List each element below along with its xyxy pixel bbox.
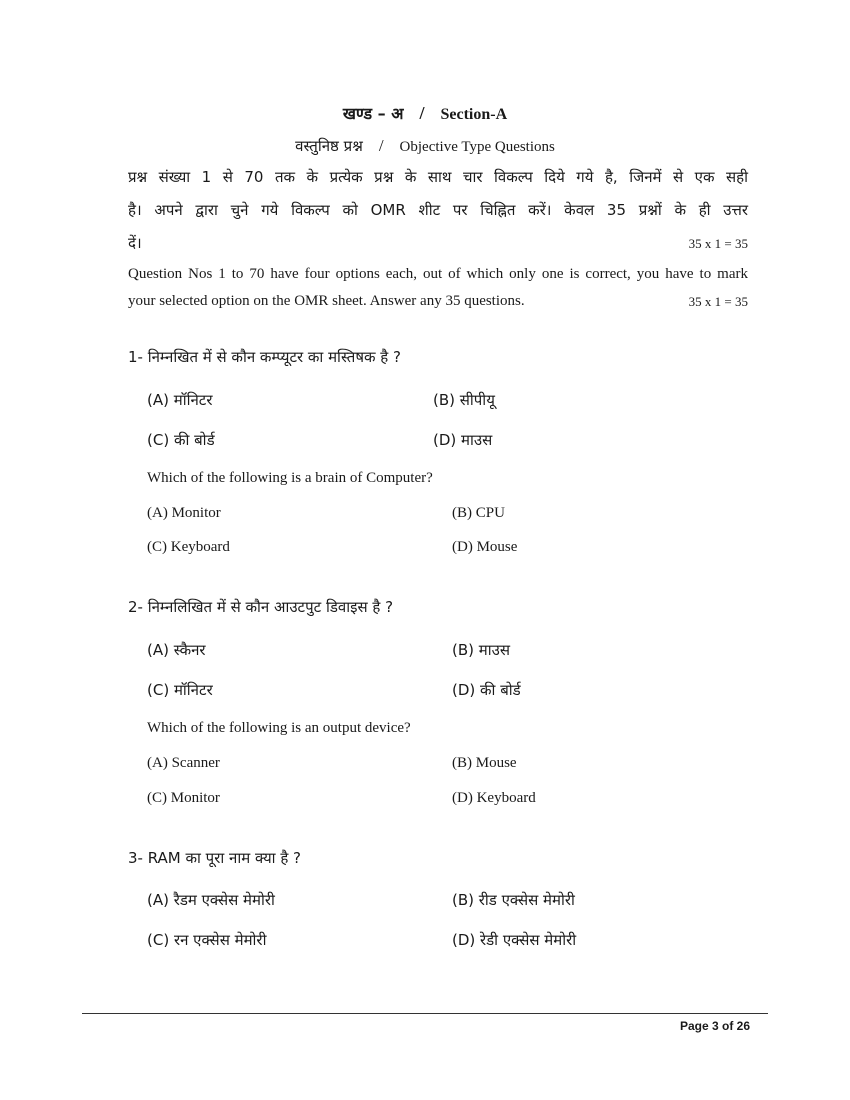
q3-hindi-option-b: (B) रीड एक्सेस मेमोरी: [452, 891, 575, 909]
q1-english-option-d: (D) Mouse: [452, 539, 518, 555]
section-heading-hindi: खण्ड – अ: [342, 104, 404, 123]
q3-hindi-option-c: (C) रन एक्सेस मेमोरी: [147, 931, 267, 949]
page-number: Page 3 of 26: [679, 1019, 750, 1033]
instructions-english-line-1: Question Nos 1 to 70 have four options each, out of which only one is correct, you have to mark: [128, 266, 748, 282]
q2-english-option-b: (B) Mouse: [452, 755, 517, 771]
subheading-english: Objective Type Questions: [399, 139, 555, 155]
q1-hindi-option-c: (C) की बोर्ड: [147, 431, 215, 449]
question-1-english: Which of the following is a brain of Computer?: [147, 470, 433, 486]
section-subheading: [0, 136, 850, 156]
q2-hindi-option-c: (C) मॉनिटर: [147, 681, 213, 699]
q1-english-option-c: (C) Keyboard: [147, 539, 230, 555]
q2-hindi-option-b: (B) माउस: [452, 641, 510, 659]
q3-hindi-option-a: (A) रैडम एक्सेस मेमोरी: [147, 891, 275, 909]
instructions-hindi-line-3: दें।: [128, 234, 142, 252]
q2-hindi-option-a: (A) स्कैनर: [147, 641, 206, 659]
q1-hindi-option-a: (A) मॉनिटर: [147, 391, 213, 409]
q1-hindi-option-d: (D) माउस: [433, 431, 493, 449]
q2-english-option-d: (D) Keyboard: [452, 790, 536, 806]
question-2-hindi: 2- निम्नलिखित में से कौन आउटपुट डिवाइस है ?: [128, 598, 394, 616]
section-heading: [0, 102, 850, 124]
q2-hindi-option-d: (D) की बोर्ड: [452, 681, 521, 699]
instructions-english-line-2: your selected option on the OMR sheet. Answer any 35 questions.: [128, 293, 525, 309]
section-heading-english: Section-A: [440, 106, 508, 123]
q1-english-option-a: (A) Monitor: [147, 505, 221, 521]
q2-english-option-c: (C) Monitor: [147, 790, 220, 806]
question-3-hindi: 3- RAM का पूरा नाम क्या है ?: [128, 849, 302, 867]
q1-hindi-option-b: (B) सीपीयू: [433, 391, 495, 409]
q2-english-option-a: (A) Scanner: [147, 755, 220, 771]
marks-hindi: 35 x 1 = 35: [688, 236, 748, 251]
heading-separator: /: [419, 103, 425, 123]
question-1-hindi: 1- निम्नखित में से कौन कम्प्यूटर का मस्तिषक है ?: [128, 348, 401, 366]
instructions-hindi-line-2: है। अपने द्वारा चुने गये विकल्प को OMR शीट पर चिह्नित करें। केवल 35 प्रश्नों के ही उत्तर: [128, 201, 748, 219]
subheading-separator: /: [378, 136, 384, 155]
q3-hindi-option-d: (D) रेडी एक्सेस मेमोरी: [452, 931, 577, 949]
question-2-english: Which of the following is an output device?: [147, 720, 411, 736]
footer-divider: [82, 1013, 768, 1014]
marks-english: 35 x 1 = 35: [688, 294, 748, 309]
instructions-hindi-line-1: प्रश्न संख्या 1 से 70 तक के प्रत्येक प्रश्न के साथ चार विकल्प दिये गये है, जिनमें से एक सही: [128, 168, 748, 186]
subheading-hindi: वस्तुनिष्ठ प्रश्न: [295, 137, 363, 155]
q1-english-option-b: (B) CPU: [452, 505, 505, 521]
